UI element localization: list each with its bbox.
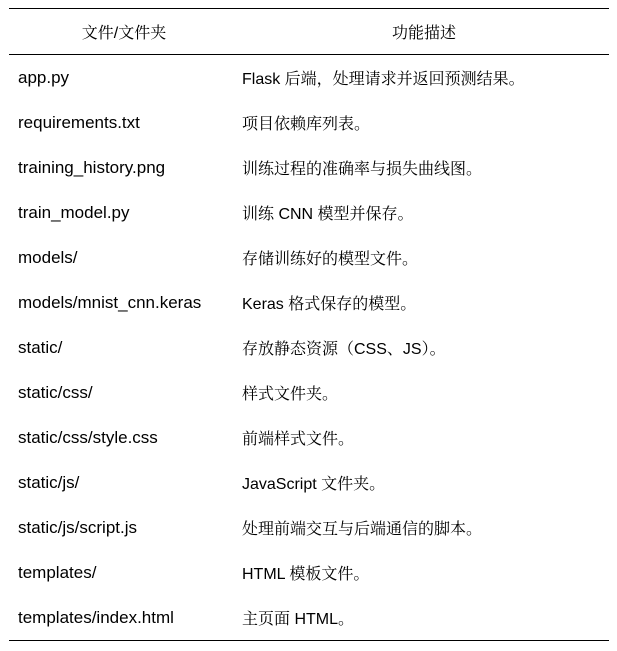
table-row [9,370,609,415]
description-cell: 项目依赖库列表。 [242,116,371,133]
table-row [9,505,609,550]
header-row [9,9,609,55]
file-cell: static/css/style.css [18,427,158,447]
file-cell: templates/ [18,562,97,582]
header-file: 文件/文件夹 [9,9,239,55]
file-cell: app.py [18,67,70,87]
table-header [9,9,609,55]
description-cell: Flask 后端，处理请求并返回预测结果。 [242,71,525,88]
description-cell: HTML 模板文件。 [242,566,370,583]
description-cell: 处理前端交互与后端通信的脚本。 [242,521,483,538]
file-structure-table [9,8,609,641]
file-cell: train_model.py [18,202,130,222]
table-row [9,415,609,460]
table-row [9,100,609,145]
table-row [9,190,609,235]
table-row [9,235,609,280]
file-cell: static/js/script.js [18,517,138,537]
file-cell: templates/index.html [9,595,239,641]
file-cell: models/mnist_cnn.keras [18,292,202,312]
table-row [9,550,609,595]
description-cell: 前端样式文件。 [242,431,355,448]
file-cell: static/ [18,337,63,357]
file-cell: requirements.txt [18,112,140,132]
header-description: 功能描述 [239,9,609,55]
description-cell: 存储训练好的模型文件。 [242,251,419,268]
table-row [9,280,609,325]
file-structure-table-container [9,8,609,641]
description-cell: Keras 格式保存的模型。 [242,296,417,313]
description-cell: JavaScript 文件夹。 [242,476,386,493]
table-row [9,460,609,505]
description-cell: 主页面 HTML。 [239,595,609,641]
description-cell: 训练 CNN 模型并保存。 [242,206,414,223]
table-row [9,145,609,190]
table-row [9,55,609,101]
file-cell: training_history.png [18,157,166,177]
file-cell: static/css/ [18,382,93,402]
description-cell: 样式文件夹。 [242,386,339,403]
description-cell: 训练过程的准确率与损失曲线图。 [242,161,483,178]
file-cell: static/js/ [18,472,80,492]
table-body [9,55,609,641]
table-row [9,325,609,370]
table-row [9,595,609,641]
description-cell: 存放静态资源（CSS、JS）。 [242,341,446,358]
file-cell: models/ [18,247,78,267]
